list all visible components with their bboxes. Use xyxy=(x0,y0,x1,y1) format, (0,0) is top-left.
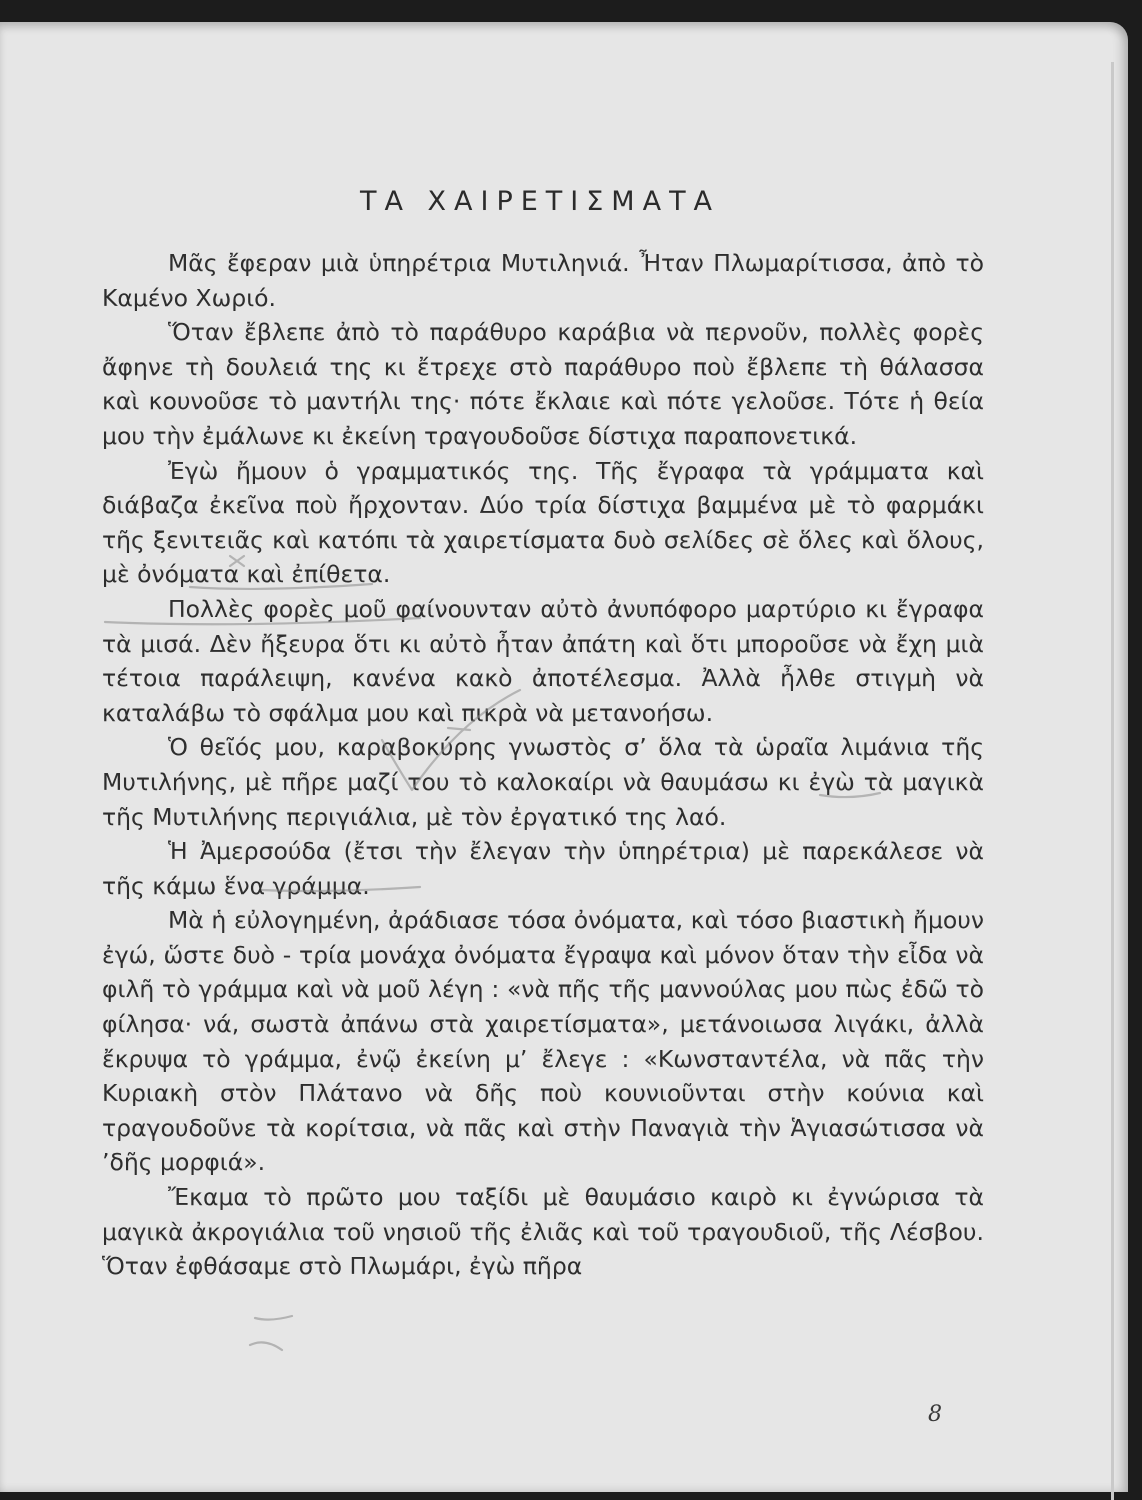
paragraph-1: Μᾶς ἔφεραν μιὰ ὑπηρέτρια Μυτιληνιά. Ἦταν Πλωμαρίτισσα, ἀπὸ τὸ Καμένο Χωριό. xyxy=(102,249,984,312)
page-edge-shadow xyxy=(1111,62,1114,1500)
paragraph-2: Ὅταν ἔβλεπε ἀπὸ τὸ παράθυρο καράβια νὰ περνοῦν, πολλὲς φορὲς ἄφηνε τὴ δουλειά της κι ἔτρεχε στὸ παράθυρο ποὺ ἔβλεπε τὴ θάλασσα καὶ κουνοῦσε τὸ μαντήλι της· πότε ἔκλαιε καὶ πότε γελοῦσε. Τότε ἡ θεία μου τὴν ἐμάλωνε κι ἐκείνη τραγουδοῦσε δίστιχα παραπονετικά. xyxy=(102,318,984,450)
body-text xyxy=(102,246,984,1284)
paragraph-3: Ἐγὼ ἤμουν ὁ γραμματικός της. Τῆς ἔγραφα τὰ γράμματα καὶ διάβαζα ἐκεῖνα ποὺ ἤρχονταν. Δύο τρία δίστιχα βαμμένα μὲ τὸ φαρμάκι τῆς ξενιτειᾶς καὶ κατόπι τὰ χαιρετίσματα δυὸ σελίδες σὲ ὅλες καὶ ὅλους, μὲ ὀνόματα καὶ ἐπίθετα. xyxy=(102,456,984,589)
page-number: 8 xyxy=(928,1402,942,1427)
page-title: ΤΑ ΧΑΙΡΕΤΙΣΜΑΤΑ xyxy=(359,186,721,217)
paragraph-6: Ἡ Ἀμερσούδα (ἔτσι τὴν ἔλεγαν τὴν ὑπηρέτρια) μὲ παρεκάλεσε νὰ τῆς κάμω ἕνα γράμμα. xyxy=(102,837,984,900)
paragraph-7: Μὰ ἡ εὐλογημένη, ἀράδιασε τόσα ὀνόματα, καὶ τόσο βιαστικὴ ἤμουν ἐγώ, ὥστε δυὸ - τρία μονάχα ὀνόματα ἔγραψα καὶ μόνον ὅταν τὴν εἶδα νὰ φιλῆ τὸ γράμμα καὶ νὰ μοῦ λέγη : «νὰ πῆς τῆς μαννούλας μου πὼς ἐδῶ τὸ φίλησα· νά, σωστὰ ἀπάνω στὰ χαιρετίσματα», μετάνοιωσα λιγάκι, ἀλλὰ ἔκρυψα τὸ γράμμα, ἐνῷ ἐκείνη μ’ ἔλεγε : «Κωνσταντέλα, νὰ πᾶς τὴν Κυριακὴ στὸν Πλάτανο νὰ δῆς ποὺ κουνιοῦνται στὴν κούνια καὶ τραγουδοῦνε τὰ κορίτσια, νὰ πᾶς καὶ στὴν Παναγιὰ τὴν Ἁγιασώτισσα νὰ ’δῆς μορφιά». xyxy=(102,906,984,1177)
paragraph-8: Ἔκαμα τὸ πρῶτο μου ταξίδι μὲ θαυμάσιο καιρὸ κι ἐγνώρισα τὰ μαγικὰ ἀκρογιάλια τοῦ νησιοῦ τῆς ἐλιᾶς καὶ τοῦ τραγουδιοῦ, τῆς Λέσβου. Ὅταν ἐφθάσαμε στὸ Πλωμάρι, ἐγὼ πῆρα xyxy=(102,1183,984,1281)
paragraph-5: Ὁ θεῖός μου, καραβοκύρης γνωστὸς σ’ ὅλα τὰ ὡραῖα λιμάνια τῆς Μυτιλήνης, μὲ πῆρε μαζί του τὸ καλοκαίρι νὰ θαυμάσω κι ἐγὼ τὰ μαγικὰ τῆς Μυτιλήνης περιγιάλια, μὲ τὸν ἐργατικό της λαό. xyxy=(102,733,984,831)
paragraph-4: Πολλὲς φορὲς μοῦ φαίνουνταν αὐτὸ ἀνυπόφορο μαρτύριο κι ἔγραφα τὰ μισά. Δὲν ἤξευρα ὅτι κι αὐτὸ ἦταν ἀπάτη καὶ ὅτι μποροῦσε νὰ ἔχη μιὰ τέτοια παράλειψη, κανένα κακὸ ἀποτέλεσμα. Ἀλλὰ ἦλθε στιγμὴ νὰ καταλάβω τὸ σφάλμα μου καὶ πικρὰ νὰ μετανοήσω. xyxy=(102,594,984,727)
